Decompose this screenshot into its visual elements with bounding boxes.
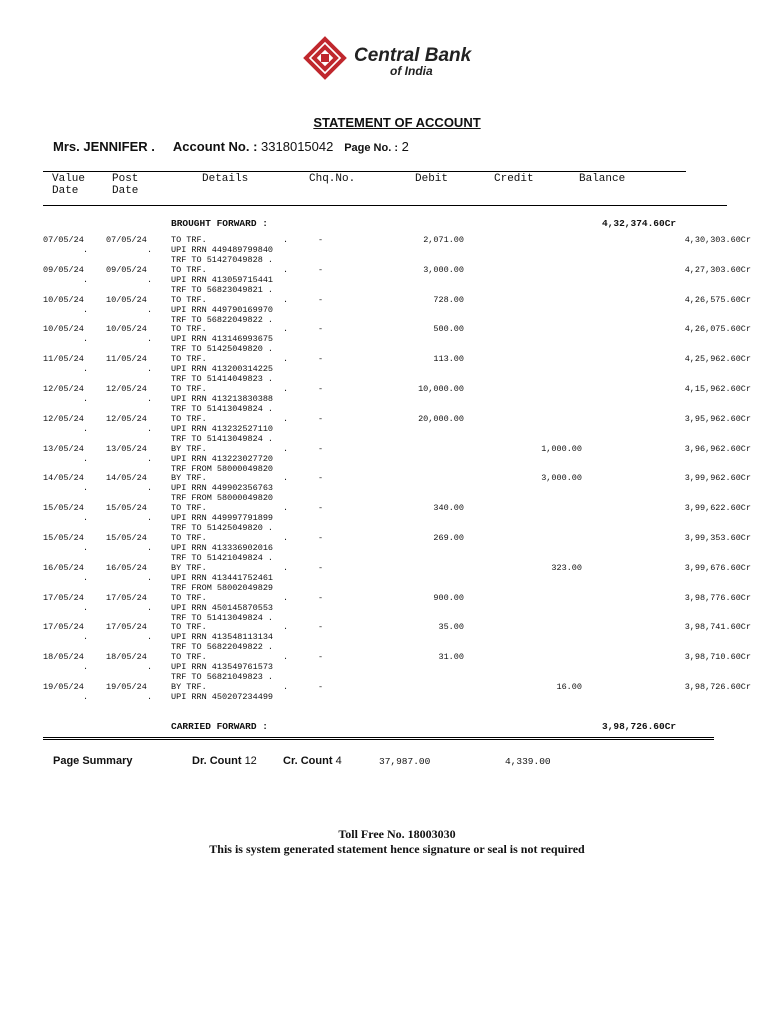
row-details-2: UPI RRN 413223027720 <box>171 454 274 464</box>
row-details-3: TRF FROM 58000049820 <box>171 493 274 503</box>
row-balance: 4,27,303.60Cr <box>684 265 751 275</box>
row-details-dot: . <box>283 384 289 394</box>
row-balance: 3,99,676.60Cr <box>684 563 751 573</box>
account-number: 3318015042 <box>261 139 334 154</box>
page-no-label: Page No. : <box>344 142 398 154</box>
col-balance: Balance <box>579 173 626 185</box>
bank-logo <box>302 36 497 80</box>
row-vdate-dot: . <box>83 603 89 613</box>
row-details-1: TO TRF. <box>171 593 207 603</box>
row-chq-dash: - <box>318 622 324 632</box>
row-details-1: TO TRF. <box>171 354 207 364</box>
row-post-date: 10/05/24 <box>106 324 147 334</box>
row-balance: 3,98,741.60Cr <box>684 622 751 632</box>
row-pdate-dot: . <box>147 543 153 553</box>
row-value-date: 09/05/24 <box>43 265 84 275</box>
row-credit: 1,000.00 <box>541 444 582 454</box>
row-details-2: UPI RRN 450207234499 <box>171 692 274 702</box>
row-pdate-dot: . <box>147 424 153 434</box>
dr-count <box>192 755 257 767</box>
row-details-dot: . <box>283 444 289 454</box>
row-details-dot: . <box>283 622 289 632</box>
row-details-3: TRF TO 51413049824 . <box>171 434 274 444</box>
row-vdate-dot: . <box>83 573 89 583</box>
row-value-date: 15/05/24 <box>43 503 84 513</box>
row-details-2: UPI RRN 449997791899 <box>171 513 274 523</box>
row-value-date: 12/05/24 <box>43 414 84 424</box>
row-pdate-dot: . <box>147 632 153 642</box>
row-details-dot: . <box>283 235 289 245</box>
row-value-date: 11/05/24 <box>43 354 84 364</box>
row-details-2: UPI RRN 449902356763 <box>171 483 274 493</box>
account-line <box>53 139 409 154</box>
row-balance: 4,26,575.60Cr <box>684 295 751 305</box>
row-vdate-dot: . <box>83 483 89 493</box>
row-post-date: 11/05/24 <box>106 354 147 364</box>
row-details-3: TRF FROM 58002049829 <box>171 583 274 593</box>
row-pdate-dot: . <box>147 662 153 672</box>
row-details-1: BY TRF. <box>171 444 207 454</box>
row-pdate-dot: . <box>147 305 153 315</box>
row-details-3: TRF TO 51421049824 . <box>171 553 274 563</box>
row-details-1: TO TRF. <box>171 414 207 424</box>
row-post-date: 17/05/24 <box>106 593 147 603</box>
row-details-3: TRF TO 51425049820 . <box>171 523 274 533</box>
row-post-date: 13/05/24 <box>106 444 147 454</box>
row-details-dot: . <box>283 503 289 513</box>
row-pdate-dot: . <box>147 692 153 702</box>
row-chq-dash: - <box>318 354 324 364</box>
row-vdate-dot: . <box>83 424 89 434</box>
row-details-1: BY TRF. <box>171 563 207 573</box>
row-chq-dash: - <box>318 235 324 245</box>
row-value-date: 15/05/24 <box>43 533 84 543</box>
row-debit: 10,000.00 <box>418 384 464 394</box>
row-vdate-dot: . <box>83 394 89 404</box>
row-details-dot: . <box>283 354 289 364</box>
row-pdate-dot: . <box>147 603 153 613</box>
row-chq-dash: - <box>318 473 324 483</box>
account-holder: Mrs. JENNIFER . <box>53 139 155 154</box>
row-debit: 20,000.00 <box>418 414 464 424</box>
statement-title: STATEMENT OF ACCOUNT <box>313 115 481 130</box>
row-debit: 728.00 <box>433 295 464 305</box>
row-post-date: 09/05/24 <box>106 265 147 275</box>
row-details-3: TRF TO 56822049822 . <box>171 315 274 325</box>
row-details-dot: . <box>283 652 289 662</box>
row-pdate-dot: . <box>147 513 153 523</box>
row-debit: 31.00 <box>438 652 464 662</box>
row-pdate-dot: . <box>147 245 153 255</box>
brought-forward-balance: 4,32,374.60Cr <box>602 218 677 229</box>
row-value-date: 14/05/24 <box>43 473 84 483</box>
cr-count-value: 4 <box>335 755 342 767</box>
row-details-2: UPI RRN 413548113134 <box>171 632 274 642</box>
row-debit: 2,071.00 <box>423 235 464 245</box>
row-credit: 3,000.00 <box>541 473 582 483</box>
row-balance: 4,25,962.60Cr <box>684 354 751 364</box>
row-balance: 3,98,726.60Cr <box>684 682 751 692</box>
col-chq-no: Chq.No. <box>309 173 356 185</box>
row-details-3: TRF TO 51414049823 . <box>171 374 274 384</box>
row-pdate-dot: . <box>147 394 153 404</box>
row-details-1: TO TRF. <box>171 652 207 662</box>
carried-forward-balance: 3,98,726.60Cr <box>602 721 677 732</box>
row-details-1: TO TRF. <box>171 503 207 513</box>
row-details-1: BY TRF. <box>171 682 207 692</box>
col-credit: Credit <box>494 173 534 185</box>
row-details-1: TO TRF. <box>171 533 207 543</box>
row-balance: 3,99,353.60Cr <box>684 533 751 543</box>
row-value-date: 07/05/24 <box>43 235 84 245</box>
row-post-date: 07/05/24 <box>106 235 147 245</box>
page-summary-label: Page Summary <box>53 755 133 767</box>
row-details-2: UPI RRN 413146993675 <box>171 334 274 344</box>
row-value-date: 12/05/24 <box>43 384 84 394</box>
row-details-1: TO TRF. <box>171 324 207 334</box>
row-details-1: TO TRF. <box>171 265 207 275</box>
row-value-date: 17/05/24 <box>43 593 84 603</box>
row-details-3: TRF TO 51413049824 . <box>171 404 274 414</box>
page-number: 2 <box>401 139 409 154</box>
row-details-dot: . <box>283 324 289 334</box>
row-chq-dash: - <box>318 652 324 662</box>
row-post-date: 16/05/24 <box>106 563 147 573</box>
col-details: Details <box>202 173 249 185</box>
row-credit: 16.00 <box>556 682 582 692</box>
account-no-label: Account No. : <box>172 139 258 154</box>
brought-forward-label: BROUGHT FORWARD : <box>171 218 268 229</box>
row-post-date: 15/05/24 <box>106 533 147 543</box>
row-balance: 4,30,303.60Cr <box>684 235 751 245</box>
row-value-date: 13/05/24 <box>43 444 84 454</box>
row-vdate-dot: . <box>83 454 89 464</box>
row-details-3: TRF TO 56821049823 . <box>171 672 274 682</box>
row-details-3: TRF TO 51425049820 . <box>171 344 274 354</box>
header-bottom-rule <box>43 205 727 206</box>
row-chq-dash: - <box>318 563 324 573</box>
row-details-1: TO TRF. <box>171 235 207 245</box>
row-value-date: 10/05/24 <box>43 324 84 334</box>
row-chq-dash: - <box>318 444 324 454</box>
system-generated-note: This is system generated statement hence signature or seal is not required <box>209 842 585 856</box>
row-pdate-dot: . <box>147 334 153 344</box>
row-details-dot: . <box>283 414 289 424</box>
row-balance: 4,26,075.60Cr <box>684 324 751 334</box>
row-debit: 500.00 <box>433 324 464 334</box>
row-details-1: TO TRF. <box>171 622 207 632</box>
row-balance: 3,96,962.60Cr <box>684 444 751 454</box>
row-value-date: 19/05/24 <box>43 682 84 692</box>
bank-emblem-icon <box>302 36 348 80</box>
row-pdate-dot: . <box>147 275 153 285</box>
row-post-date: 10/05/24 <box>106 295 147 305</box>
cr-count <box>283 755 342 767</box>
row-balance: 3,95,962.60Cr <box>684 414 751 424</box>
row-debit: 340.00 <box>433 503 464 513</box>
row-details-3: TRF TO 51413049824 . <box>171 613 274 623</box>
row-debit: 269.00 <box>433 533 464 543</box>
row-value-date: 16/05/24 <box>43 563 84 573</box>
row-details-dot: . <box>283 593 289 603</box>
row-post-date: 12/05/24 <box>106 384 147 394</box>
row-details-2: UPI RRN 449790169970 <box>171 305 274 315</box>
row-details-2: UPI RRN 413059715441 <box>171 275 274 285</box>
row-balance: 3,99,622.60Cr <box>684 503 751 513</box>
row-post-date: 12/05/24 <box>106 414 147 424</box>
summary-double-rule <box>43 737 714 740</box>
row-details-dot: . <box>283 473 289 483</box>
row-details-2: UPI RRN 413200314225 <box>171 364 274 374</box>
row-pdate-dot: . <box>147 573 153 583</box>
row-chq-dash: - <box>318 593 324 603</box>
row-post-date: 19/05/24 <box>106 682 147 692</box>
row-vdate-dot: . <box>83 364 89 374</box>
row-pdate-dot: . <box>147 364 153 374</box>
row-details-2: UPI RRN 449489799840 <box>171 245 274 255</box>
row-pdate-dot: . <box>147 483 153 493</box>
row-debit: 3,000.00 <box>423 265 464 275</box>
row-vdate-dot: . <box>83 543 89 553</box>
row-details-3: TRF TO 51427049828 . <box>171 255 274 265</box>
row-details-dot: . <box>283 563 289 573</box>
row-balance: 4,15,962.60Cr <box>684 384 751 394</box>
row-pdate-dot: . <box>147 454 153 464</box>
row-details-3: TRF FROM 58000049820 <box>171 464 274 474</box>
row-debit: 113.00 <box>433 354 464 364</box>
row-debit: 900.00 <box>433 593 464 603</box>
bank-subtitle: of India <box>390 64 433 78</box>
row-vdate-dot: . <box>83 334 89 344</box>
row-details-2: UPI RRN 413441752461 <box>171 573 274 583</box>
row-post-date: 17/05/24 <box>106 622 147 632</box>
row-chq-dash: - <box>318 503 324 513</box>
dr-count-value: 12 <box>244 755 257 767</box>
row-details-dot: . <box>283 265 289 275</box>
row-chq-dash: - <box>318 384 324 394</box>
row-details-2: UPI RRN 450145870553 <box>171 603 274 613</box>
col-value-date: Value Date <box>52 173 86 197</box>
carried-forward-label: CARRIED FORWARD : <box>171 721 268 732</box>
row-balance: 3,98,710.60Cr <box>684 652 751 662</box>
debit-total: 37,987.00 <box>379 756 431 767</box>
row-vdate-dot: . <box>83 305 89 315</box>
row-details-3: TRF TO 56823049821 . <box>171 285 274 295</box>
credit-total: 4,339.00 <box>505 756 551 767</box>
row-details-1: TO TRF. <box>171 295 207 305</box>
toll-free-number: Toll Free No. 18003030 <box>338 827 456 841</box>
row-details-dot: . <box>283 295 289 305</box>
row-post-date: 18/05/24 <box>106 652 147 662</box>
row-chq-dash: - <box>318 324 324 334</box>
row-chq-dash: - <box>318 533 324 543</box>
row-details-2: UPI RRN 413549761573 <box>171 662 274 672</box>
row-vdate-dot: . <box>83 632 89 642</box>
bank-name: Central Bank <box>354 45 472 66</box>
row-details-2: UPI RRN 413232527110 <box>171 424 274 434</box>
cr-count-label: Cr. Count <box>283 755 333 767</box>
row-chq-dash: - <box>318 682 324 692</box>
col-debit: Debit <box>415 173 449 185</box>
row-vdate-dot: . <box>83 513 89 523</box>
row-details-dot: . <box>283 533 289 543</box>
row-details-3: TRF TO 56822049822 . <box>171 642 274 652</box>
dr-count-label: Dr. Count <box>192 755 242 767</box>
row-vdate-dot: . <box>83 275 89 285</box>
row-value-date: 18/05/24 <box>43 652 84 662</box>
row-value-date: 17/05/24 <box>43 622 84 632</box>
header-top-rule <box>43 171 686 172</box>
row-details-1: TO TRF. <box>171 384 207 394</box>
row-vdate-dot: . <box>83 662 89 672</box>
row-credit: 323.00 <box>551 563 582 573</box>
row-chq-dash: - <box>318 295 324 305</box>
row-balance: 3,98,776.60Cr <box>684 593 751 603</box>
row-post-date: 14/05/24 <box>106 473 147 483</box>
row-vdate-dot: . <box>83 245 89 255</box>
row-chq-dash: - <box>318 265 324 275</box>
row-value-date: 10/05/24 <box>43 295 84 305</box>
row-debit: 35.00 <box>438 622 464 632</box>
row-post-date: 15/05/24 <box>106 503 147 513</box>
row-details-dot: . <box>283 682 289 692</box>
row-details-1: BY TRF. <box>171 473 207 483</box>
row-chq-dash: - <box>318 414 324 424</box>
row-details-2: UPI RRN 413213830388 <box>171 394 274 404</box>
col-post-date: Post Date <box>112 173 139 197</box>
row-vdate-dot: . <box>83 692 89 702</box>
row-balance: 3,99,962.60Cr <box>684 473 751 483</box>
row-details-2: UPI RRN 413336902016 <box>171 543 274 553</box>
